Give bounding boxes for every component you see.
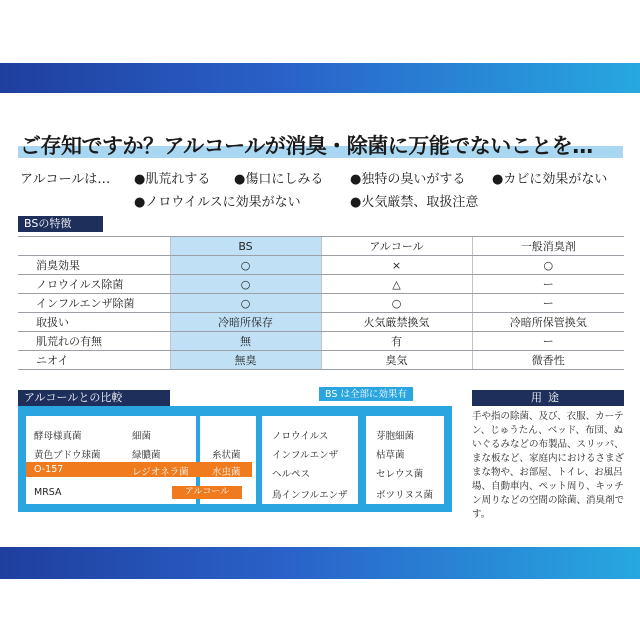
table-cell: 火気厳禁換気 [321,313,472,332]
row-label: ノロウイルス除菌 [18,275,170,294]
row-label: 肌荒れの有無 [18,332,170,351]
table-cell: 有 [321,332,472,351]
row-label: ニオイ [18,351,170,370]
features-table [18,236,624,370]
table-cell: ○ [170,275,321,294]
issue-item: ●ノロウイルスに効果がない [134,195,301,210]
table-row [18,313,624,332]
table-cell: × [321,256,472,275]
table-cell: △ [321,275,472,294]
table-cell: 冷暗所保管換気 [472,313,624,332]
row-label: 取扱い [18,313,170,332]
organism-label: ノロウイルス [272,431,329,442]
top-gradient-band [0,63,640,93]
header-empty [18,237,170,256]
callout-bs-effective: BS は全部に効果有 [318,386,414,402]
comparison-section-label: アルコールとの比較 [18,390,170,406]
organism-label: ヘルペス [272,469,311,480]
organism-label: MRSA [34,487,62,498]
organism-label: 酵母様真菌 [34,431,82,442]
organism-label: 枯草菌 [376,450,405,461]
organism-label: セレウス菌 [376,469,424,480]
table-cell: 臭気 [321,351,472,370]
table-cell: 微香性 [472,351,624,370]
table-cell: ○ [472,256,624,275]
table-header-row [18,237,624,256]
table-row [18,332,624,351]
table-row [18,256,624,275]
table-row [18,275,624,294]
issue-item: ●カビに効果がない [492,172,608,187]
column-header: 一般消臭剤 [472,237,624,256]
table-cell: 無臭 [170,351,321,370]
organism-label: 鳥インフルエンザ [272,490,348,501]
organism-label: 芽胞細菌 [376,431,415,442]
alcohol-issues-lead: アルコールは… [20,172,111,187]
table-row [18,294,624,313]
organism-label: O-157 [34,464,64,475]
organism-label: レジオネラ菌 [132,467,189,478]
organism-label: 糸状菌 [212,450,241,461]
table-cell: ー [472,275,624,294]
table-cell: ー [472,332,624,351]
row-label: 消臭効果 [18,256,170,275]
organism-label: 細菌 [132,431,152,442]
organism-label: インフルエンザ [272,450,339,461]
table-cell: 冷暗所保存 [170,313,321,332]
table-cell: ○ [321,294,472,313]
table-cell: ー [472,294,624,313]
table-cell: ○ [170,294,321,313]
usage-heading: 用途 [472,390,624,406]
headline: ご存知ですか？アルコールが消臭・除菌に万能でないことを… [20,134,593,158]
features-section-label: BSの特徴 [18,216,103,232]
alcohol-tag: アルコール [172,486,242,499]
bottom-gradient-band [0,547,640,579]
issue-item: ●肌荒れする [134,172,211,187]
table-cell: ○ [170,256,321,275]
organism-label: 緑膿菌 [132,450,161,461]
table-row [18,351,624,370]
column-header: BS [170,237,321,256]
organism-label: ボツリヌス菌 [376,490,434,501]
issue-item: ●火気厳禁、取扱注意 [350,195,479,210]
column-header: アルコール [321,237,472,256]
row-label: インフルエンザ除菌 [18,294,170,313]
table-cell: 無 [170,332,321,351]
organism-label: 水虫菌 [212,467,241,478]
issue-item: ●独特の臭いがする [350,172,466,187]
usage-description: 手や指の除菌、及び、衣服、カーテン、じゅうたん、ベッド、布団、ぬいぐるみなどの布製品、スリッパ、まな板など、家庭内におけるさまざまな物や、お部屋、トイレ、お風呂場、自動車内、ペット周り、キッチン周りなどの空間の除菌、消臭剤です。 [472,411,625,520]
organism-label: 黄色ブドウ球菌 [34,450,101,461]
issue-item: ●傷口にしみる [234,172,324,187]
